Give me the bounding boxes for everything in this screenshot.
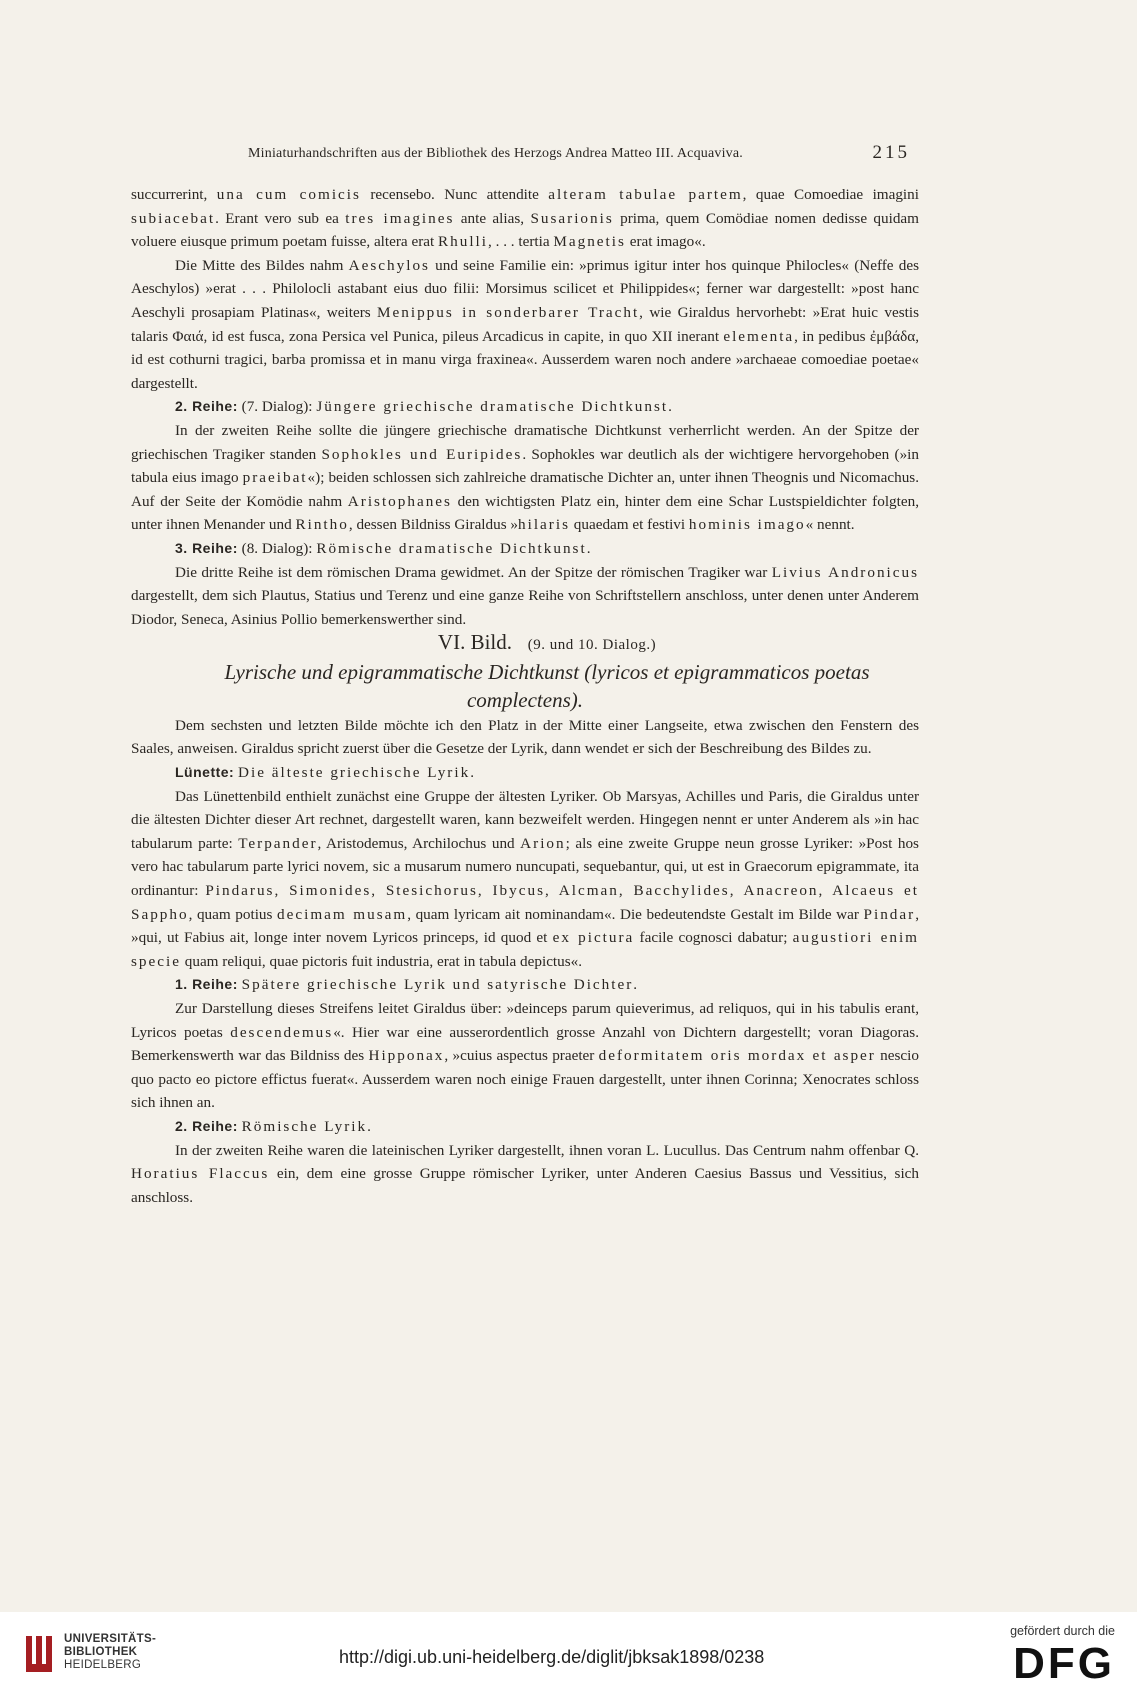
paragraph [131,714,919,761]
text-run: In der zweiten Reihe sollte die jüngere griechische dramatische Dichtkunst verherrlicht werden. An der Spitze der griechischen Tragiker standen [131,421,919,463]
page-number: 215 [872,142,910,163]
spaced-emphasis: Menippus in sonderbarer Tracht [377,303,640,321]
library-name-line: HEIDELBERG [64,1659,142,1671]
spaced-emphasis: subiacebat [131,209,216,227]
spaced-emphasis: Aeschylos [348,256,430,274]
spaced-emphasis: descendemus [230,1023,334,1041]
library-name [64,1633,156,1672]
spaced-emphasis: Aristophanes [347,492,452,510]
spaced-emphasis: augustiori enim specie [131,929,919,970]
heading-main: VI. Bild. [437,630,512,655]
spaced-emphasis: Rhulli [438,233,488,251]
text-run: , quam lyricam ait nominandam«. Die bedeutendste Gestalt im Bilde war [407,905,864,923]
text-run: quaedam et festivi [569,516,689,534]
body-text [131,183,919,1209]
text-run: und seine Familie ein: »primus igitur inter hos quinque Philocles« (Neffe des Aeschylos) »erat . . . Philolocli astabant eius duo filii: Morsimus scilicet et Philippides«; ferner war dargestellt: »post hanc Aeschyli prosapiam Platinas«, weiters [131,256,920,321]
spaced-emphasis: ex pictura [552,929,635,947]
university-library-logo-icon [24,1634,54,1674]
spaced-emphasis: una cum comicis [216,186,361,203]
text-run: , quam potius [188,905,278,923]
text-run: . [633,976,638,994]
spaced-emphasis: Horatius Flaccus [131,1165,270,1183]
section-label-row-2 [131,395,919,419]
text-run: , dessen Bildniss Giraldus » [348,516,519,534]
spaced-emphasis: tres imagines [345,209,455,227]
section-label-row-2b [131,1115,919,1139]
text-run: den wichtigsten Platz ein, hinter dem eine Schar Lustspieldichter folgten, unter ihnen Menander und [131,492,919,534]
chapter-subtitle: Lyrische und epigrammatische Dichtkunst (lyricos et epigrammaticos poetas complectens). [224,659,870,712]
spaced-emphasis: Die älteste griechische Lyrik [238,764,471,782]
text-run: «. Hier war eine ausserordentlich grosse Anzahl von Dichtern dargestellt; voran Diagoras. Bemerkenswerth war das Bildniss des [131,1023,920,1065]
text-run: , »qui, ut Fabius ait, longe inter novem Lyricos princeps, id quod et [131,905,919,947]
spaced-emphasis: elementa [723,327,795,345]
row-label: 2. Reihe: [175,398,238,415]
spaced-emphasis: Hipponax [368,1047,445,1065]
text-run: recensebo. Nunc attendite [360,186,549,203]
spaced-emphasis: Sophokles und Euripides [321,445,523,463]
paragraph [131,561,919,632]
spaced-emphasis: Pindar [863,905,916,923]
text-run: In der zweiten Reihe waren die lateinischen Lyriker dargestellt, ihnen voran L. Lucullus. Das Centrum nahm offenbar Q. [175,1141,919,1159]
text-run: . [586,539,591,557]
text-run: prima, quem Comödiae nomen dedisse quidam voluere eiusque primum poetam fuisse, altera erat [131,209,919,251]
section-label-row-3 [131,537,919,561]
text-run: , . . . tertia [488,233,554,251]
text-run: Die dritte Reihe ist dem römischen Drama gewidmet. An der Spitze der römischen Tragiker war [175,563,772,581]
text-run: succurrerint, [131,186,217,203]
text-run: , wie Giraldus hervorhebt: »Erat huic vestis talaris Φαιά, id est fusca, zona Persica vel Punica, pileus Arcadicus in capite, in quo XII inerant [131,303,919,345]
spaced-emphasis: hominis imago [688,516,806,534]
text-run: , »cuius aspectus praeter [444,1047,599,1065]
section-label-row-1 [131,973,919,997]
paragraph [131,997,919,1115]
text-run: . [668,398,672,416]
text-run: . Sophokles war deutlich als der wichtigere hervorgehoben (»in tabula eius imago [131,445,919,487]
text-run: quam reliqui, quae pictoris fuit industria, erat in tabula depictus«. [180,952,583,970]
spaced-emphasis: Susarionis [530,209,614,227]
text-run: . Erant vero sub ea [215,209,346,227]
row-label: Lünette: [175,764,235,781]
paragraph [131,419,919,537]
spaced-emphasis: Rintho [295,516,349,534]
spaced-emphasis: Römische Lyrik [241,1117,368,1135]
text-run: , quae Comoediae imagini [742,186,919,203]
spaced-emphasis: Arion [520,834,566,852]
row-label: 2. Reihe: [175,1117,238,1134]
text-run: . [367,1117,371,1135]
text-run: dargestellt, dem sich Plautus, Statius und Terenz und eine ganze Reihe von Schriftstellern anschloss, unter denen unter Anderem Diodor, Seneca, Asinius Pollio bemerkenswerther sind. [131,587,919,628]
text-run: ein, dem eine grosse Gruppe römischer Lyriker, unter Anderen Caesius Bassus und Vessitius, sich anschloss. [131,1165,919,1206]
text-run: «); beiden schlossen sich zahlreiche dramatische Dichter an, unter ihnen Theognis und Nicomachus. Auf der Seite der Komödie nahm [131,469,920,510]
library-name-line: UNIVERSITÄTS- [64,1633,157,1645]
paragraph [131,183,919,254]
text-run: ; als eine zweite Gruppe neun grosse Lyriker: »Post hos vero hac tabularum parte lyrici novem, sic a musarum numero nuncupati, sequebantur, qui, ut est in Graecorum epigrammate, ita ordinantur: [131,834,919,900]
text-run: « nennt. [805,516,855,534]
text-run: facile cognosci dabatur; [634,929,793,947]
funding-label: gefördert durch die [1010,1624,1115,1638]
text-run: Das Lünettenbild enthielt zunächst eine Gruppe der ältesten Lyriker. Ob Marsyas, Achilles und Paris, die Giraldus unter die ältesten Dichter dieser Art rechnet, dargestellt waren, kann bezweifelt werden. Hingegen nennt er unter Anderem als »in hac tabularum parte: [131,787,919,852]
text-run: ante alias, [454,209,531,227]
spaced-emphasis: praeibat [242,469,308,487]
spaced-emphasis: Spätere griechische Lyrik und satyrische Dichter [241,976,634,994]
text-run: (8. Dialog): [237,539,317,557]
text-run: (7. Dialog): [237,398,317,416]
library-name-line: BIBLIOTHEK [64,1646,138,1658]
chapter-heading [131,631,919,658]
source-url-link[interactable]: http://digi.ub.uni-heidelberg.de/diglit/jbksak1898/0238 [339,1647,765,1667]
spaced-emphasis: alteram tabulae partem [548,186,743,203]
heading-sub: (9. und 10. Dialog.) [527,637,657,654]
spaced-emphasis: Terpander [238,834,318,852]
text-run: , in pedibus ἐμβάδα, id est cothurni tragici, barba promissa et in manu virga fraxinea«. Ausserdem waren noch andere »archaeae comoediae poetae« dargestellt. [131,327,919,392]
text-run: erat imago«. [625,233,706,251]
spaced-emphasis: decimam musam [277,905,408,923]
paragraph [131,1139,919,1210]
text-run: Zur Darstellung dieses Streifens leitet Giraldus über: »deinceps parum quieverimus, ad reliquos, qui in his tabulis erant, Lyricos poetas [131,1000,919,1041]
text-run: . [470,764,474,782]
spaced-emphasis: deformitatem oris mordax et asper [598,1047,876,1065]
footer-bar [0,1612,1137,1699]
row-label: 1. Reihe: [175,976,238,993]
spaced-emphasis: Jüngere griechische dramatische Dichtkunst [316,398,669,416]
section-label-lunette [131,761,919,785]
paragraph [131,254,919,396]
spaced-emphasis: Pindarus, Simonides, Stesichorus, Ibycus, Alcman, Bacchylides, Anacreon, Alcaeus et Sappho [131,882,919,923]
spaced-emphasis: Römische dramatische Dichtkunst [316,539,587,557]
spaced-emphasis: hilaris [518,516,570,534]
row-label: 3. Reihe: [175,539,238,556]
spaced-emphasis: Livius Andronicus [771,563,919,581]
text-run: , Aristodemus, Archilochus und [317,834,521,852]
paragraph [131,785,919,974]
text-run: nescio quo pacto eo pictore effictus fuerat«. Ausserdem waren noch einige Frauen dargestellt, unter ihnen Corinna; Xenocrates schloss sich ihnen an. [131,1047,919,1112]
dfg-logo: DFG [1013,1639,1115,1688]
running-title: Miniaturhandschriften aus der Bibliothek des Herzogs Andrea Matteo III. Acquaviva. [248,146,743,161]
text-run: Die Mitte des Bildes nahm [175,256,349,274]
text-run: Dem sechsten und letzten Bilde möchte ich den Platz in der Mitte einer Langseite, etwa zwischen den Fenstern des Saales, anweisen. Giraldus spricht zuerst über die Gesetze der Lyrik, dann wendet er sich der Beschreibung des Bildes zu. [131,716,919,758]
spaced-emphasis: Magnetis [553,233,626,251]
